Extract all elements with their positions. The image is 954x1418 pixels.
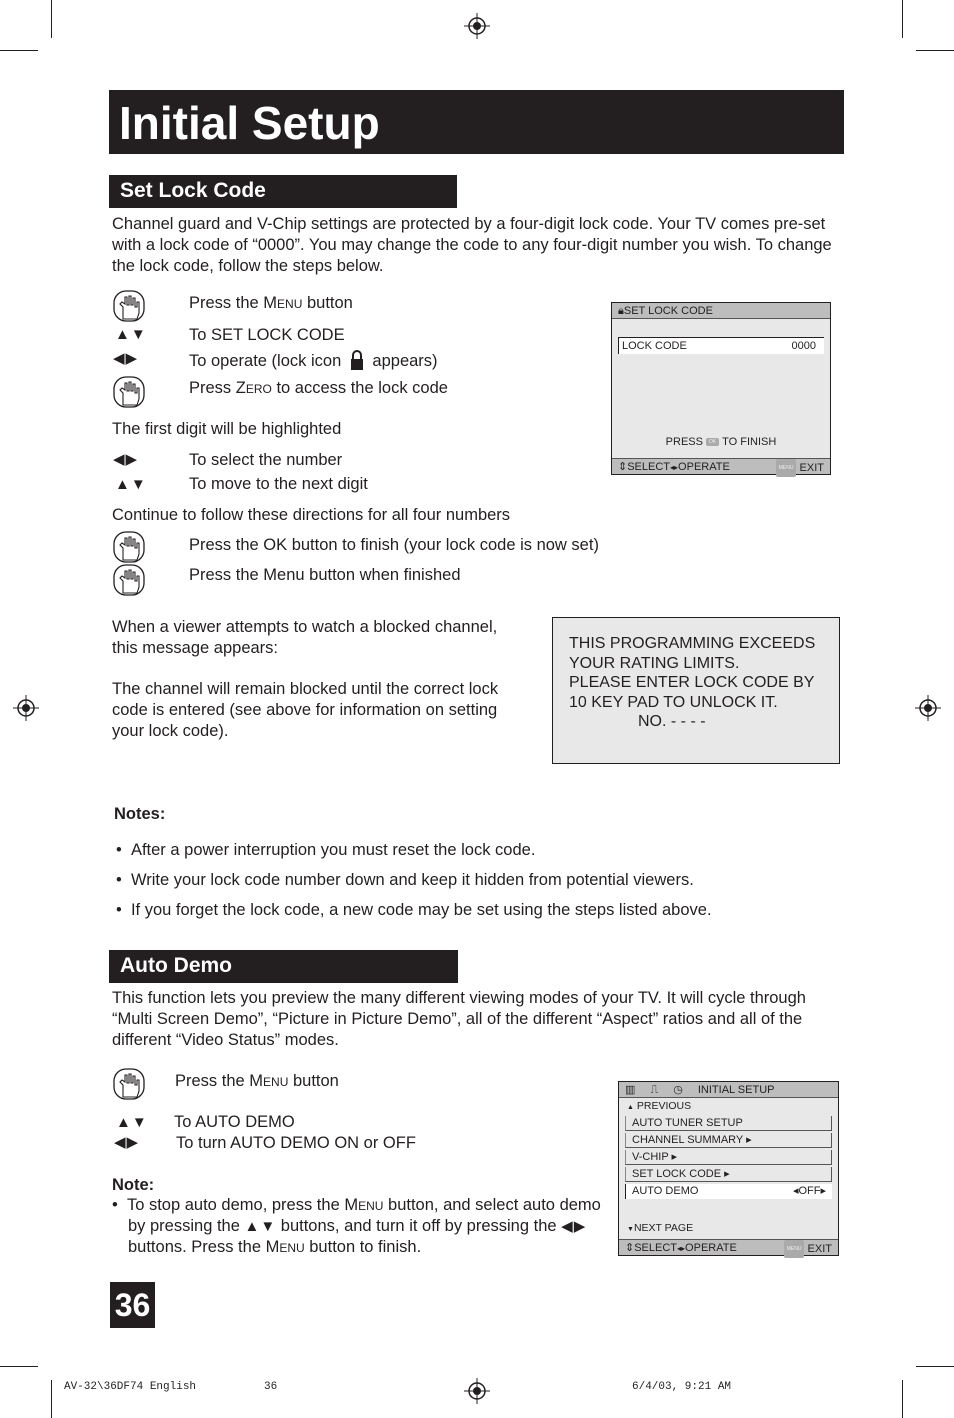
hand-press-icon [112, 375, 146, 409]
demo-step-auto-demo: To AUTO DEMO [174, 1113, 295, 1131]
osd-title: INITIAL SETUP [697, 1084, 775, 1096]
step-operate [189, 349, 438, 372]
first-digit-text: The first digit will be highlighted [112, 420, 342, 438]
lock-icon [350, 349, 364, 371]
note-item: • After a power interruption you must reset the lock code. [116, 841, 536, 859]
left-right-arrows-icon: ◀▶ [114, 1134, 140, 1151]
message-line: THIS PROGRAMMING EXCEEDS [569, 635, 816, 652]
hand-press-icon [112, 1067, 146, 1101]
demo-step-toggle: To turn AUTO DEMO ON or OFF [176, 1134, 416, 1152]
crop-mark [51, 0, 52, 38]
osd-field-label: LOCK CODE [622, 340, 687, 352]
osd-text: EXIT [799, 461, 824, 474]
notes-heading: Notes: [114, 805, 166, 823]
footer-date: 6/4/03, 9:21 AM [632, 1381, 732, 1393]
osd-text: CHANNEL SUMMARY [632, 1134, 744, 1146]
crop-mark [51, 1380, 52, 1418]
step-press-ok: Press the OK button to finish (your lock code is now set) [189, 536, 599, 554]
note-text: To stop auto demo, press the [126, 1196, 345, 1214]
crop-mark [916, 1366, 954, 1367]
osd-text: SELECT [634, 1242, 678, 1254]
osd-text: OPERATE [678, 461, 730, 473]
demo-step-press-menu [175, 1071, 339, 1092]
step-next-digit: To move to the next digit [189, 475, 368, 493]
osd-text: OPERATE [685, 1242, 737, 1254]
ok-button-icon: OK [706, 438, 719, 446]
menu-key-label: Menu [265, 1238, 305, 1256]
osd-text: AUTO DEMO [632, 1185, 699, 1197]
osd-menu-item: V-CHIP ▸ [625, 1150, 832, 1165]
osd-text: EXIT [807, 1242, 832, 1255]
blocked-message-box [552, 617, 840, 764]
demo-note: • To stop auto demo, press the Menu button, and select auto demo by pressing the ▲▼ buttons, and turn it off by pressing the ◀▶ buttons. Press the Menu button to finish. [112, 1196, 601, 1256]
menu-key-label: Menu [249, 1072, 289, 1090]
section-heading-set-lock-code: Set Lock Code [109, 175, 457, 208]
osd-footer [612, 458, 830, 474]
crop-mark [902, 1380, 903, 1418]
step-press-menu [189, 293, 353, 314]
left-right-arrows-icon: ◀▶ [113, 350, 139, 367]
note-item: • If you forget the lock code, a new code may be set using the steps listed above. [116, 901, 712, 919]
osd-menu-item: SET LOCK CODE ▸ [625, 1167, 832, 1182]
up-down-icon: ⇕ [618, 461, 628, 473]
osd-menu-item: CHANNEL SUMMARY ▸ [625, 1133, 832, 1148]
page-number: 36 [110, 1282, 155, 1328]
crop-mark [916, 50, 954, 51]
note-text: If you forget the lock code, a new code may be set using the steps listed above. [130, 901, 712, 919]
tab-icons: ▥ ⎍ ◷ [625, 1084, 698, 1096]
menu-key-label: Menu [344, 1196, 384, 1214]
message-line: 10 KEY PAD TO UNLOCK IT. [569, 693, 778, 711]
step-text: Press [189, 379, 236, 397]
note-text: After a power interruption you must reset the lock code. [130, 841, 536, 859]
step-select-number: To select the number [189, 451, 343, 469]
blocked-until-text: The channel will remain blocked until the correct lock code is entered (see above for information on setting your lock code). [112, 680, 499, 740]
footer-page: 36 [264, 1381, 278, 1393]
osd-title: SET LOCK CODE [623, 305, 713, 317]
hand-press-icon [112, 289, 146, 323]
hand-press-icon [112, 563, 146, 597]
osd-text: PRESS [665, 436, 703, 448]
note-text: button, and select auto demo by pressing the [128, 1196, 601, 1235]
osd-initial-setup [618, 1081, 839, 1256]
osd-press-finish [612, 436, 830, 448]
osd-lock-code-row [618, 337, 824, 354]
up-down-arrows-icon: ▲▼ [115, 476, 147, 493]
left-right-arrows-icon: ◀▶ [561, 1218, 587, 1235]
up-down-icon: ⇕ [625, 1242, 635, 1254]
down-triangle-icon: ▼ [627, 1226, 634, 1233]
osd-value: OFF [798, 1185, 821, 1197]
note-text: button to finish. [304, 1238, 422, 1256]
step-text: to access the lock code [271, 379, 448, 397]
step-text: button [302, 294, 353, 312]
step-text: To operate (lock icon [189, 352, 346, 370]
step-text: button [288, 1072, 339, 1090]
demo-note-heading: Note: [112, 1176, 155, 1194]
left-right-icon: ◂▸ [677, 1244, 686, 1253]
osd-footer [619, 1239, 838, 1255]
osd-field-value: 0000 [791, 340, 816, 352]
step-text: Press the [175, 1072, 250, 1090]
left-right-icon: ◂▸ [670, 463, 679, 472]
osd-text: NEXT PAGE [633, 1222, 694, 1234]
step-set-lock-code: To SET LOCK CODE [189, 326, 345, 344]
step-press-menu-finish: Press the Menu button when finished [189, 566, 461, 584]
step-press-zero [189, 378, 448, 399]
osd-set-lock-code [611, 302, 831, 475]
menu-key-label: Menu [263, 294, 303, 312]
osd-text: TO FINISH [722, 436, 777, 448]
up-down-arrows-icon: ▲▼ [115, 326, 147, 343]
step-text: Press the [189, 294, 264, 312]
crop-mark [0, 1366, 38, 1367]
osd-header [612, 303, 830, 319]
osd-text: SET LOCK CODE [632, 1168, 722, 1180]
demo-intro: This function lets you preview the many different viewing modes of your TV. It will cycle through “Multi Screen Demo”, “Picture in Picture Demo”, all of the different “Aspect” ratios and all of the different “Video Status” modes. [112, 989, 806, 1049]
up-down-arrows-icon: ▲▼ [116, 1114, 148, 1131]
note-text: buttons, and turn it off by pressing the [276, 1217, 562, 1235]
osd-menu-item: AUTO TUNER SETUP [625, 1116, 832, 1131]
section-heading-auto-demo: Auto Demo [109, 950, 458, 983]
message-line: PLEASE ENTER LOCK CODE BY [569, 674, 815, 691]
note-item: • Write your lock code number down and keep it hidden from potential viewers. [116, 871, 694, 889]
up-down-arrows-icon: ▲▼ [244, 1218, 277, 1235]
osd-previous [627, 1100, 691, 1112]
message-line: YOUR RATING LIMITS. [569, 654, 740, 672]
note-text: Write your lock code number down and keep it hidden from potential viewers. [130, 871, 694, 889]
lock-intro: Channel guard and V-Chip settings are protected by a four-digit lock code. Your TV comes pre-set with a lock code of “0000”. You may change the code to any four-digit number you wish. To change the lock code, follow the steps below. [112, 215, 832, 275]
registration-mark-icon [13, 695, 39, 721]
blocked-channel-text: When a viewer attempts to watch a blocked channel, this message appears: [112, 618, 498, 657]
registration-mark-icon [464, 13, 490, 39]
footer-file: AV-32\36DF74 English [64, 1381, 197, 1393]
left-right-arrows-icon: ◀▶ [113, 451, 139, 468]
osd-text: SELECT [627, 461, 671, 473]
registration-mark-icon [915, 695, 941, 721]
crop-mark [0, 50, 38, 51]
osd-next-page [627, 1222, 693, 1234]
page-title: Initial Setup [109, 90, 844, 154]
crop-mark [902, 0, 903, 38]
osd-text: V-CHIP [632, 1151, 669, 1163]
message-line: NO. - - - - [638, 713, 706, 730]
osd-text: PREVIOUS [636, 1100, 692, 1112]
zero-key-label: Zero [235, 379, 272, 397]
lock-icon: 🔒︎ [618, 305, 624, 317]
osd-header [619, 1082, 838, 1098]
step-text: appears) [367, 352, 438, 370]
registration-mark-icon [464, 1378, 490, 1404]
hand-press-icon [112, 530, 146, 564]
menu-button-icon: MENU [784, 1240, 805, 1258]
menu-button-icon: MENU [776, 459, 797, 477]
note-text: buttons. Press the [128, 1238, 266, 1256]
continue-text: Continue to follow these directions for all four numbers [112, 506, 511, 524]
osd-menu-item-selected: AUTO DEMO ◂OFF▸ [625, 1184, 832, 1199]
up-triangle-icon: ▲ [627, 1104, 634, 1111]
